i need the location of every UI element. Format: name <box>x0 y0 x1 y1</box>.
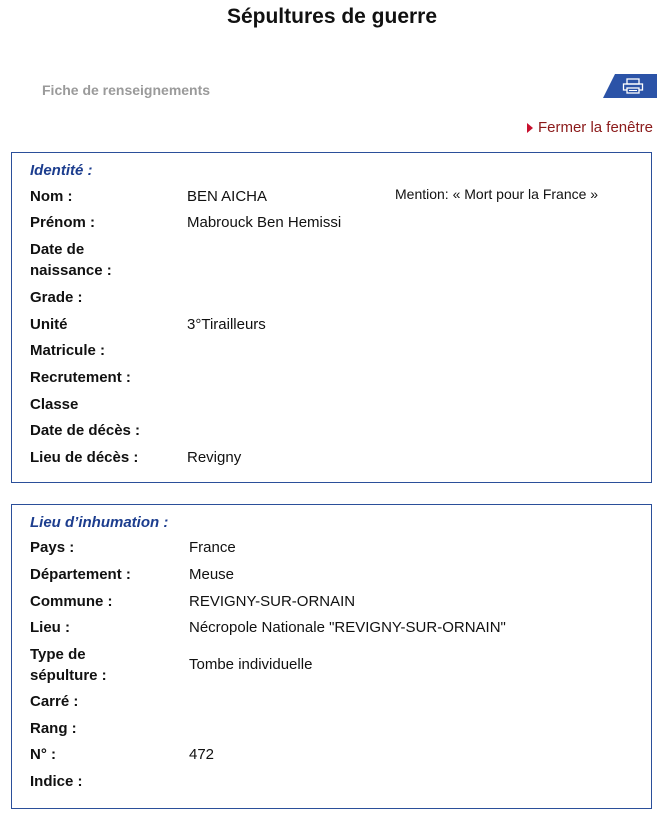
field-value-nom: BEN AICHA <box>187 188 268 205</box>
page-subtitle: Fiche de renseignements <box>42 82 211 98</box>
print-button[interactable] <box>603 74 657 98</box>
field-label-commune: Commune : <box>30 593 113 610</box>
field-label-rang: Rang : <box>30 720 77 737</box>
field-value-pays: France <box>189 539 236 556</box>
field-label-pays: Pays : <box>30 539 75 556</box>
field-label-unite: Unité <box>30 316 68 333</box>
identity-panel <box>11 152 652 483</box>
identity-heading: Identité : <box>30 162 93 179</box>
field-value-commune: REVIGNY-SUR-ORNAIN <box>189 593 356 610</box>
field-label-departement: Département : <box>30 566 131 583</box>
field-value-lieu-deces: Revigny <box>187 449 242 466</box>
field-label-indice: Indice : <box>30 773 83 790</box>
field-value-numero: 472 <box>189 746 215 763</box>
field-label-lieu: Lieu : <box>30 619 70 636</box>
field-label-prenom: Prénom : <box>30 214 96 231</box>
field-label-lieu-deces: Lieu de décès : <box>30 449 139 466</box>
close-window-link[interactable] <box>527 119 653 136</box>
field-label-grade: Grade : <box>30 289 83 306</box>
field-label-recrutement: Recrutement : <box>30 369 131 386</box>
arrow-right-icon <box>527 123 533 133</box>
close-window-label: Fermer la fenêtre <box>537 119 653 136</box>
field-label-carre: Carré : <box>30 693 79 710</box>
field-label-numero: N° : <box>30 746 56 763</box>
field-label-classe: Classe <box>30 396 79 413</box>
field-value-unite: 3°Tirailleurs <box>187 316 266 333</box>
field-label-date-naissance: Date de naissance : <box>30 241 112 279</box>
field-label-type-sepulture: Type de sépulture : <box>30 646 107 684</box>
field-value-prenom: Mabrouck Ben Hemissi <box>187 214 342 231</box>
field-value-type-sepulture: Tombe individuelle <box>189 656 313 673</box>
page-title: Sépultures de guerre <box>226 5 438 28</box>
burial-panel <box>11 504 652 809</box>
printer-icon <box>622 78 644 94</box>
mention-text: Mention: « Mort pour la France » <box>395 186 599 202</box>
burial-heading: Lieu d’inhumation : <box>30 514 169 531</box>
field-value-departement: Meuse <box>189 566 235 583</box>
field-value-lieu: Nécropole Nationale "REVIGNY-SUR-ORNAIN" <box>189 619 506 636</box>
field-label-matricule: Matricule : <box>30 342 106 359</box>
field-label-nom: Nom : <box>30 188 73 205</box>
field-label-date-deces: Date de décès : <box>30 422 141 439</box>
